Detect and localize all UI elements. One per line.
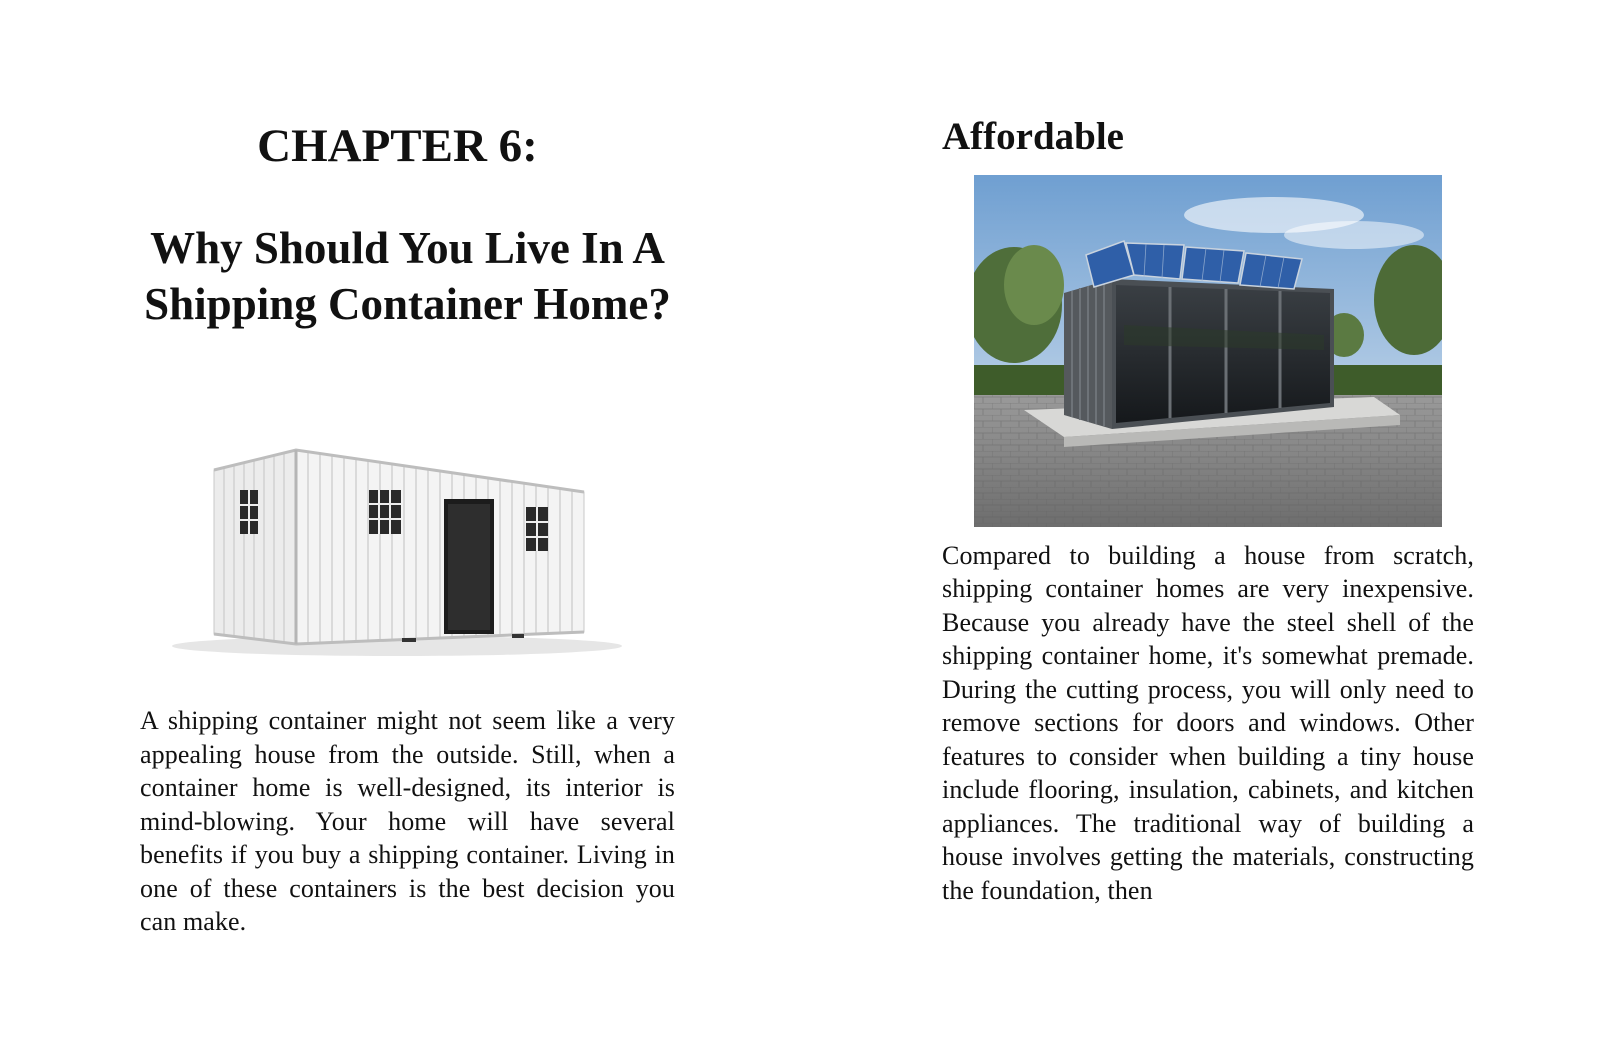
right-page (942, 110, 1474, 907)
left-page (140, 110, 675, 939)
container-home-image (162, 434, 632, 666)
intro-paragraph: A shipping container might not seem like a very appealing house from the outside. Still, when a container home is well-designed, its interior is mind-blowing. Your home will have several benefits if you buy a shipping container. Living in one of these containers is the best decision you can make. (140, 706, 675, 937)
chapter-label: CHAPTER 6: (257, 120, 538, 172)
affordable-paragraph: Compared to building a house from scratch, shipping container homes are very inexpensive. Because you already have the steel shell of the shipping container home, it's somewhat premade. During the cutting process, you will only need to remove sections for doors and windows. Other features to consider when building a tiny house include flooring, insulation, cabinets, and kitchen appliances. The traditional way of building a house involves getting the materials, constructing the foundation, then (942, 540, 1474, 905)
section-heading: Affordable (942, 115, 1124, 158)
chapter-title: Why Should You Live In A Shipping Container Home? (144, 223, 671, 330)
solar-container-home-image (974, 175, 1442, 527)
